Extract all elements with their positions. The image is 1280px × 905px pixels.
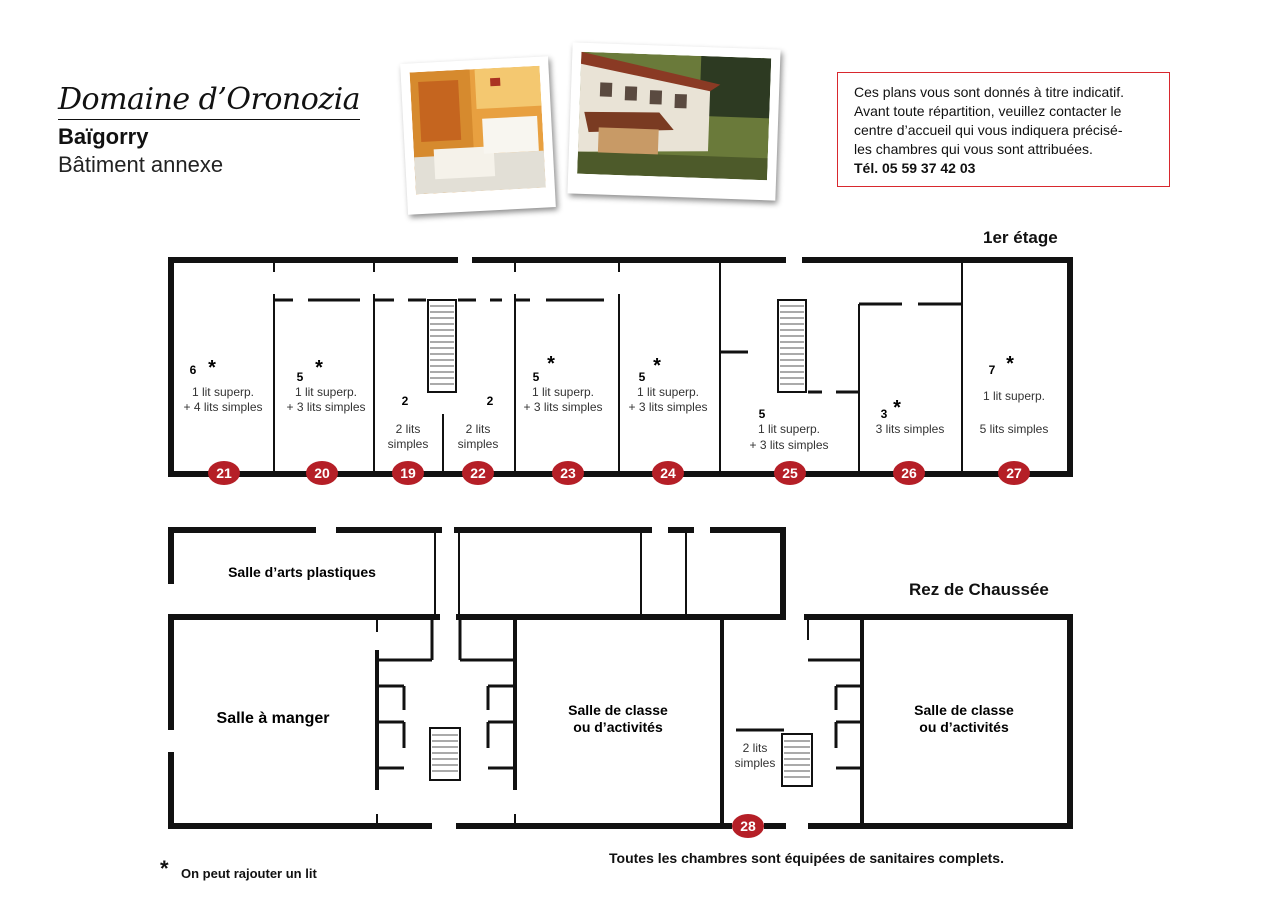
room-number: 23 [560, 465, 576, 481]
notice-phone: Tél. 05 59 37 42 03 [854, 160, 976, 176]
room-number: 21 [216, 465, 232, 481]
room-beds: 5 [296, 370, 304, 384]
room-23 [523, 353, 602, 414]
room-desc: + 3 lits simples [749, 438, 829, 452]
room-dining: Salle à manger [216, 710, 330, 727]
room-beds: 5 [638, 370, 646, 384]
badge-25 [774, 461, 806, 485]
room-26 [876, 397, 945, 436]
badge-20 [306, 461, 338, 485]
badge-28 [732, 814, 764, 838]
room-desc: 2 lits [465, 422, 491, 436]
extra-bed-asterisk: * [1006, 353, 1014, 375]
room-number: 25 [782, 465, 798, 481]
room-desc: 5 lits simples [979, 422, 1049, 436]
extra-bed-asterisk: * [208, 357, 216, 379]
room-desc: 2 lits [395, 422, 421, 436]
stairs-upper [430, 306, 804, 384]
room-22 [458, 394, 499, 451]
room-desc: 1 lit superp. [636, 385, 700, 399]
room-number: 24 [660, 465, 676, 481]
badge-22 [462, 461, 494, 485]
badge-27 [998, 461, 1030, 485]
room-beds: 5 [758, 407, 766, 421]
room-number: 27 [1006, 465, 1022, 481]
room-desc: simples [457, 437, 499, 451]
room-arts: Salle d’arts plastiques [228, 564, 376, 580]
room-number: 20 [314, 465, 330, 481]
badge-23 [552, 461, 584, 485]
room-beds: 2 [486, 394, 494, 408]
floor-label-upper: 1er étage [983, 228, 1058, 247]
room-20 [286, 357, 365, 414]
room-25 [749, 407, 828, 452]
room-desc: 1 lit superp. [191, 385, 255, 399]
legend-asterisk: * [160, 856, 169, 881]
room-number: 22 [470, 465, 486, 481]
room-desc: simples [387, 437, 429, 451]
room-28-desc: 2 lits [742, 741, 768, 755]
room-number: 28 [740, 818, 756, 834]
room-19 [388, 394, 429, 451]
notice-line: centre d’accueil qui vous indiquera précisé- [854, 122, 1123, 138]
room-class-a-line2: ou d’activités [573, 719, 663, 735]
room-27 [980, 353, 1049, 436]
room-desc: + 4 lits simples [183, 400, 263, 414]
room-21 [183, 357, 262, 414]
notice-line: les chambres qui vous sont attribuées. [854, 141, 1093, 157]
room-beds: 5 [532, 370, 540, 384]
room-number: 26 [901, 465, 917, 481]
room-class-b-line1: Salle de classe [914, 702, 1014, 718]
extra-bed-asterisk: * [547, 353, 555, 375]
room-number: 19 [400, 465, 416, 481]
walls-upper [168, 257, 1073, 477]
badge-24 [652, 461, 684, 485]
room-beds: 6 [189, 363, 197, 377]
notice-line: Avant toute répartition, veuillez contacter le [854, 103, 1122, 119]
room-desc: 1 lit superp. [294, 385, 358, 399]
room-beds: 3 [880, 407, 888, 421]
subtitle-location: Baïgorry [58, 124, 149, 149]
notice-line: Ces plans vous sont donnés à titre indicatif. [854, 84, 1125, 100]
room-desc: + 3 lits simples [628, 400, 708, 414]
room-beds: 7 [988, 363, 996, 377]
title-script: Domaine d’Oronozia [58, 82, 360, 120]
room-desc: + 3 lits simples [523, 400, 603, 414]
badge-26 [893, 461, 925, 485]
badge-21 [208, 461, 240, 485]
extra-bed-asterisk: * [315, 357, 323, 379]
room-beds: 2 [401, 394, 409, 408]
room-class-b-line2: ou d’activités [919, 719, 1009, 735]
room-desc: 3 lits simples [875, 422, 945, 436]
subtitle-building: Bâtiment annexe [58, 152, 224, 177]
room-desc: 1 lit superp. [757, 422, 821, 436]
legend-extra-bed: On peut rajouter un lit [181, 866, 317, 881]
room-desc: 1 lit superp. [982, 389, 1046, 403]
floor-label-ground: Rez de Chaussée [909, 580, 1049, 599]
badge-19 [392, 461, 424, 485]
room-class-a-line1: Salle de classe [568, 702, 668, 718]
room-28-desc: simples [734, 756, 776, 770]
room-24 [628, 355, 707, 414]
room-desc: + 3 lits simples [286, 400, 366, 414]
room-desc: 1 lit superp. [531, 385, 595, 399]
extra-bed-asterisk: * [893, 397, 901, 419]
footer-equipment-note: Toutes les chambres sont équipées de sanitaires complets. [609, 850, 1004, 866]
extra-bed-asterisk: * [653, 355, 661, 377]
